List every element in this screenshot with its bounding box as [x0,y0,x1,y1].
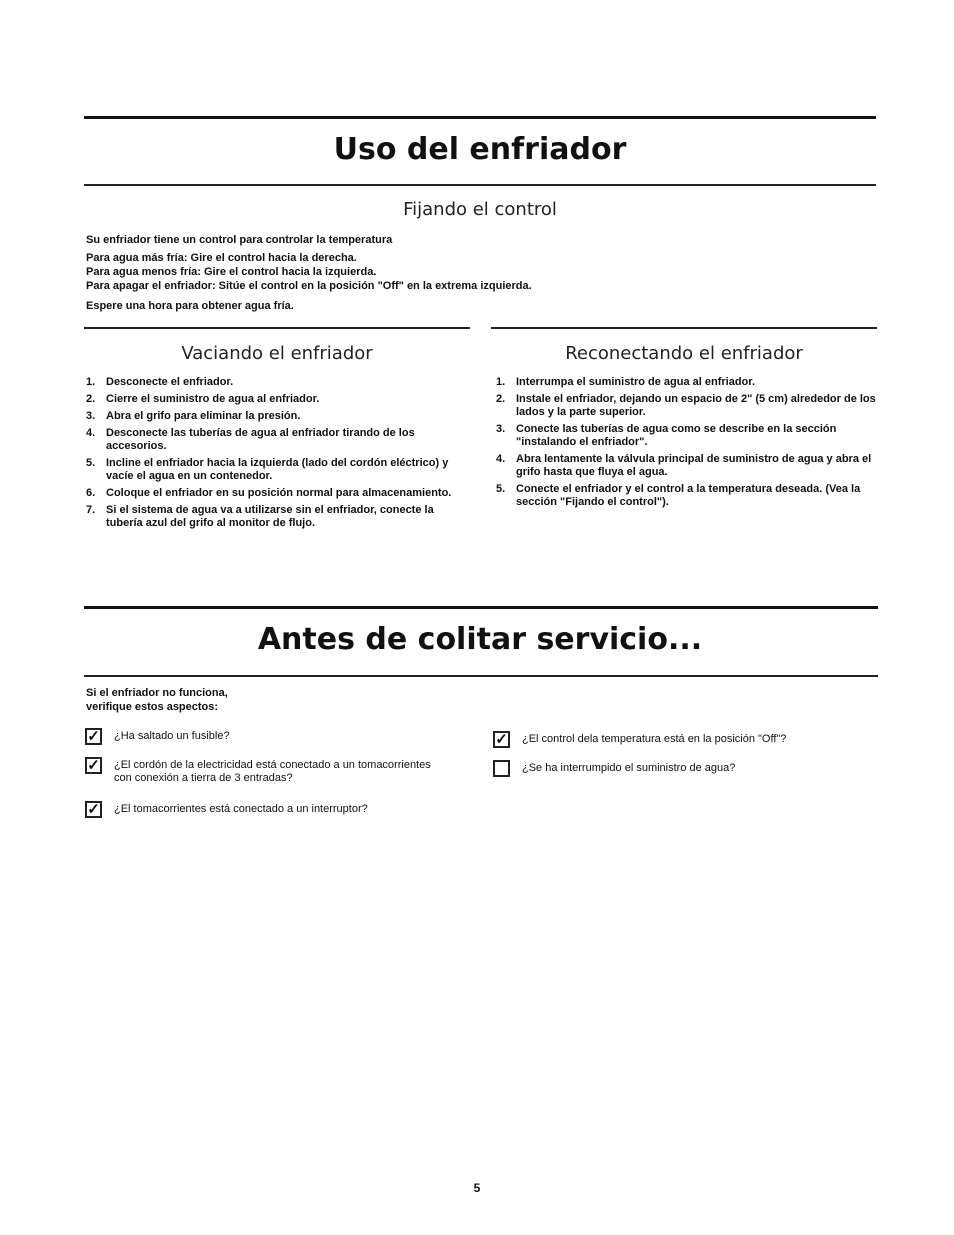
step-text: Instale el enfriador, dejando un espacio de 2" (5 cm) alrededor de los lados y la parte superior. [516,393,876,418]
check-text: ¿Se ha interrumpido el suministro de agua? [522,762,736,774]
list-item [496,423,876,449]
subtitle-reconectando: Reconectando el enfriador [565,343,803,364]
checklist-item [85,728,455,745]
list-item [496,376,876,389]
subtitle-vaciando: Vaciando el enfriador [181,343,373,364]
page-number: 5 [473,1181,481,1195]
intro-line: Espere una hora para obtener agua fría. [86,300,294,312]
check-intro-line: verifique estos aspectos: [86,701,219,713]
check-box[interactable]: ✓ [85,728,102,745]
checklist-item [85,757,455,785]
step-text: Interrumpa el suministro de agua al enfriador. [516,376,756,388]
list-item [86,457,466,483]
step-text: Desconecte el enfriador. [106,376,234,388]
check-box[interactable]: ✓ [85,801,102,818]
intro-line: Para agua menos fría: Gire el control hacia la izquierda. [86,266,377,278]
list-item [86,393,466,406]
check-text: ¿Ha saltado un fusible? [114,730,230,742]
reconnecting-steps [496,376,876,513]
right-column-rule [491,327,877,329]
step-number: 4. [86,427,96,439]
step-text: Conecte el enfriador y el control a la temperatura deseada. (Vea la sección "Fijando el control"). [516,483,861,508]
step-number: 1. [86,376,96,388]
step-text: Abra el grifo para eliminar la presión. [106,410,301,422]
step-text: Conecte las tuberías de agua como se describe en la sección "instalando el enfriador". [516,423,837,448]
step-number: 6. [86,487,96,499]
intro-line: Su enfriador tiene un control para controlar la temperatura [86,234,393,246]
step-number: 4. [496,453,506,465]
check-box[interactable]: ✓ [85,757,102,774]
checklist-item [493,760,873,777]
check-intro-line: Si el enfriador no funciona, [86,687,228,699]
step-number: 7. [86,504,96,516]
check-text: ¿El cordón de la electricidad está conectado a un tomacorrientes con conexión a tierra de 3 entradas? [114,759,431,784]
step-number: 3. [496,423,506,435]
step-text: Abra lentamente la válvula principal de suministro de agua y abra el grifo hasta que fluya el agua. [516,453,872,478]
section2-title-rule [84,675,878,677]
list-item [86,376,466,389]
check-text: ¿El control dela temperatura está en la posición "Off"? [522,733,787,745]
check-box[interactable] [493,760,510,777]
step-number: 5. [496,483,506,495]
list-item [86,487,466,500]
step-number: 2. [496,393,506,405]
check-intro [86,686,386,714]
top-rule [84,116,876,119]
list-item [86,410,466,423]
step-text: Desconecte las tuberías de agua al enfriador tirando de los accesorios. [106,427,415,452]
step-number: 1. [496,376,506,388]
step-text: Coloque el enfriador en su posición normal para almacenamiento. [106,487,452,499]
list-item [496,393,876,419]
section-title-uso: Uso del enfriador [333,132,627,167]
subtitle-fijando: Fijando el control [403,199,557,220]
list-item [86,504,466,530]
list-item [496,483,876,509]
check-text: ¿El tomacorrientes está conectado a un interruptor? [114,803,368,815]
title-rule [84,184,876,186]
intro-paragraph [86,233,786,313]
checklist-item [493,731,873,748]
left-column-rule [84,327,470,329]
step-text: Incline el enfriador hacia la izquierda (lado del cordón eléctrico) y vacíe el agua en un contenedor. [106,457,449,482]
step-text: Si el sistema de agua va a utilizarse sin el enfriador, conecte la tubería azul del grifo al monitor de flujo. [106,504,434,529]
section2-top-rule [84,606,878,609]
list-item [496,453,876,479]
step-number: 2. [86,393,96,405]
section-title-antes: Antes de colitar servicio... [257,622,703,657]
step-number: 3. [86,410,96,422]
step-number: 5. [86,457,96,469]
intro-line: Para agua más fría: Gire el control hacia la derecha. [86,252,357,264]
step-text: Cierre el suministro de agua al enfriador. [106,393,320,405]
intro-line: Para apagar el enfriador: Sitúe el control en la posición "Off" en la extrema izquierda. [86,280,532,292]
draining-steps [86,376,466,534]
checklist-item [85,801,455,818]
list-item [86,427,466,453]
check-box[interactable]: ✓ [493,731,510,748]
